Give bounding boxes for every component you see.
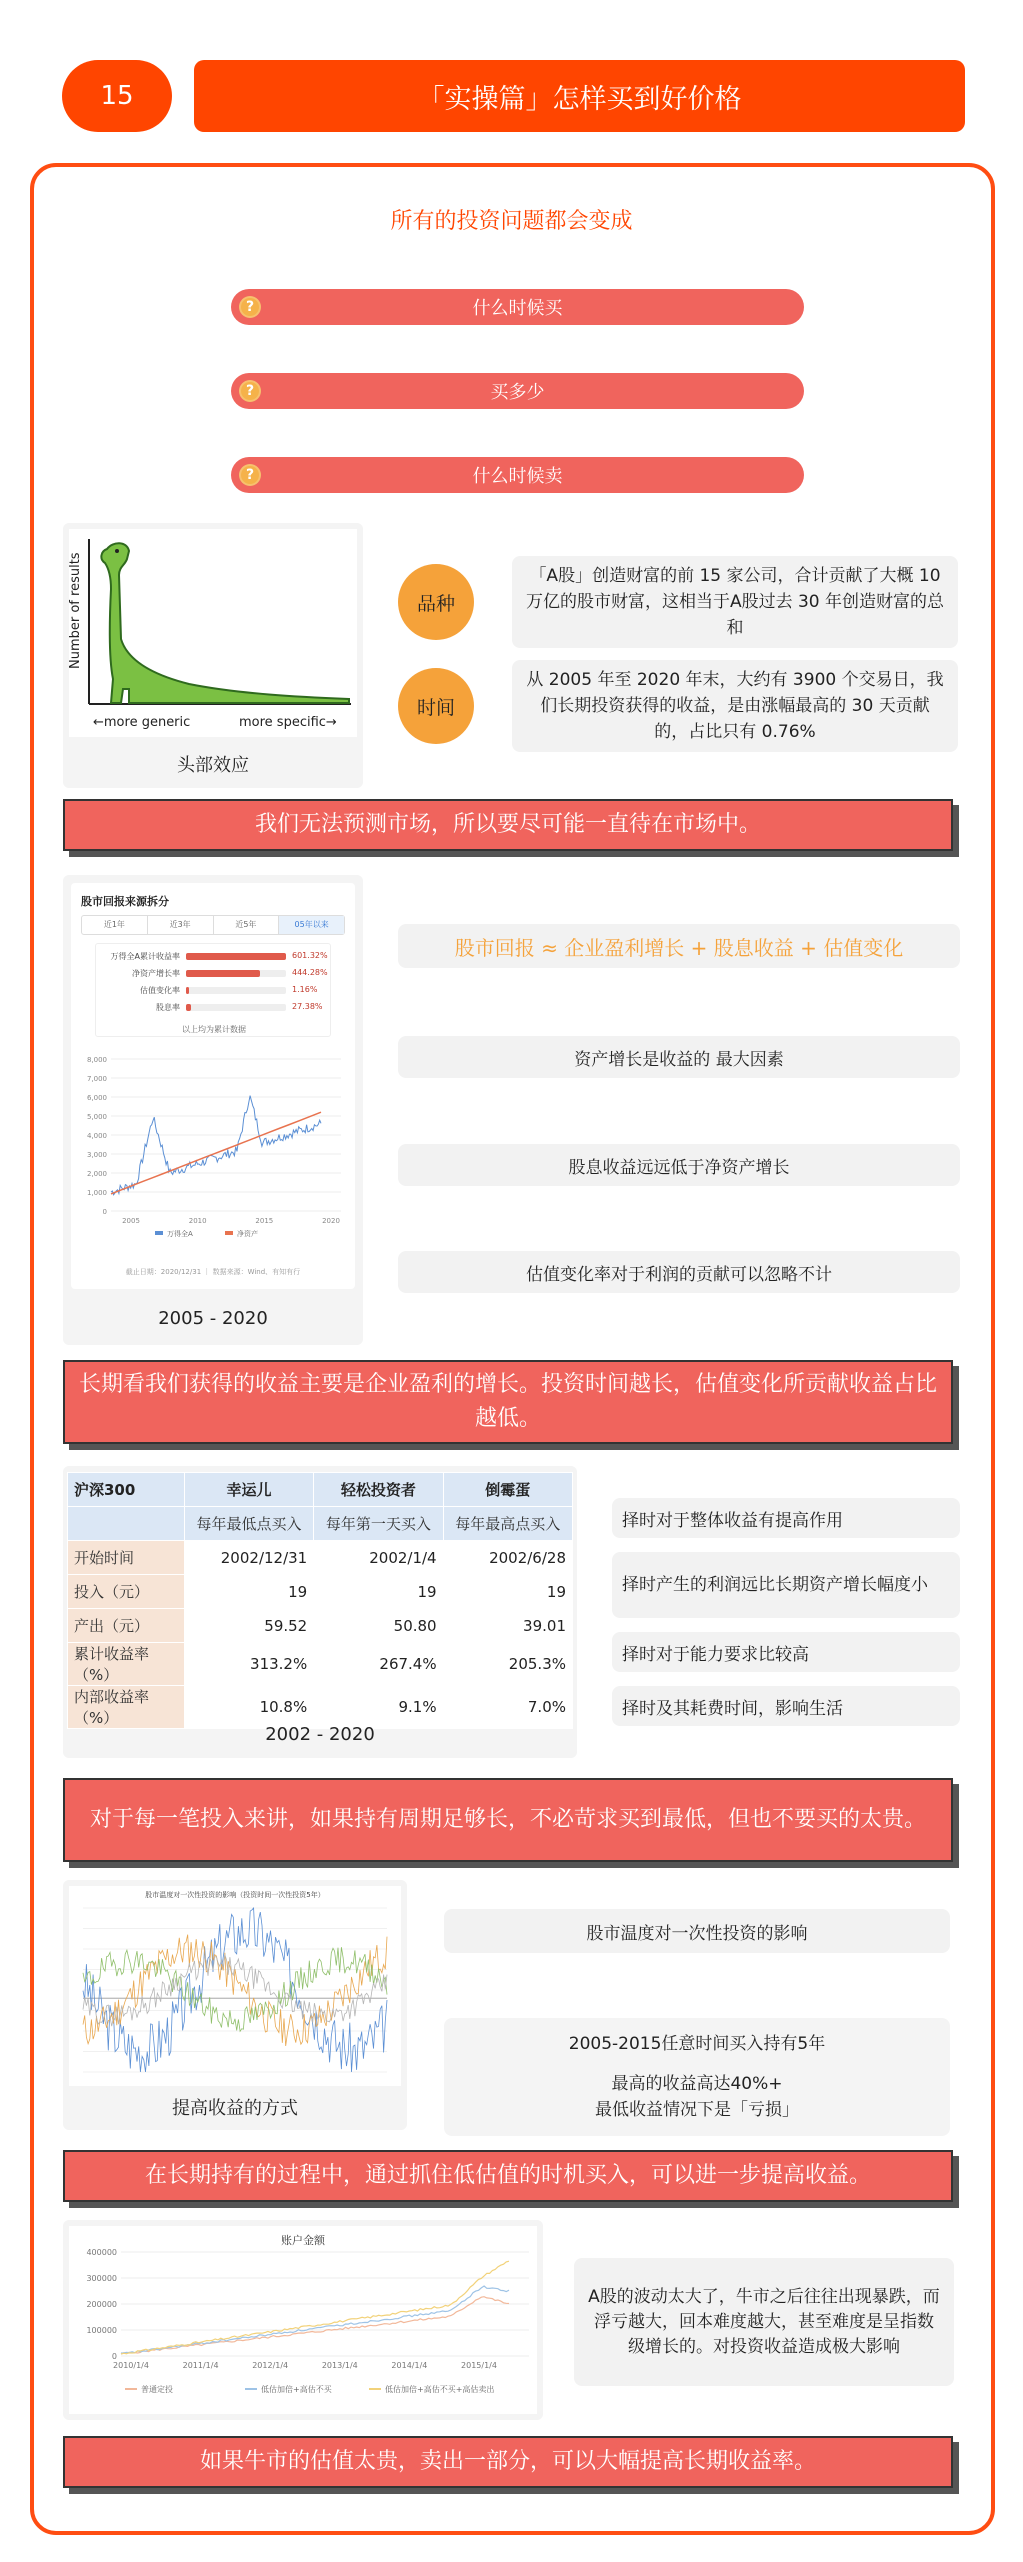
breakdown-bar-track: [186, 987, 286, 994]
breakdown-bar-value: 27.38%: [292, 1002, 323, 1011]
banner-not-too-expensive: 对于每一笔投入来讲，如果持有周期足够长，不必苛求买到最低，但也不要买的太贵。: [63, 1778, 953, 1862]
breakdown-bar-row: [96, 1001, 332, 1015]
banner-sell-when-expensive: 如果牛市的估值太贵，卖出一部分，可以大幅提高长期收益率。: [63, 2436, 953, 2488]
temperature-point-2-line1: 2005-2015任意时间买入持有5年: [568, 2034, 826, 2054]
table-cell: 39.01: [443, 1609, 572, 1643]
index-vs-networth-chart: [75, 1051, 351, 1247]
series-line-index: [111, 1096, 321, 1195]
y-tick-label: 8,000: [86, 1056, 107, 1064]
x-tick-label: 2014/1/4: [391, 2361, 428, 2370]
row-label: 产出（元）: [68, 1609, 185, 1643]
badge-variety: 品种: [398, 564, 474, 640]
table-cell: 10.8%: [184, 1686, 313, 1729]
y-tick-label: 5,000: [86, 1113, 107, 1121]
account-card: [63, 2220, 543, 2420]
legend-label: 低估加倍+高估不买+高估卖出: [385, 2385, 495, 2394]
x-tick-label: 2020: [322, 1217, 340, 1225]
table-row: [68, 1609, 573, 1643]
table-cell: 19: [184, 1575, 313, 1609]
question-pill-when-buy: [231, 289, 804, 325]
returns-split-card: [63, 875, 363, 1345]
subheader-unlucky: 每年最高点买入: [443, 1507, 572, 1541]
question-pill-when-sell: [231, 457, 804, 493]
timing-point-2: 择时产生的利润远比长期资产增长幅度小: [612, 1552, 960, 1618]
breakdown-bar-label: 净资产增长率: [132, 969, 180, 978]
table-row: [68, 1686, 573, 1729]
temperature-caption: 提高收益的方式: [172, 2098, 298, 2119]
temperature-chart-title: 股市温度对一次性投资的影响（投资时间一次性投资5年）: [145, 1891, 325, 1899]
banner-stay-in-market: 我们无法预测市场，所以要尽可能一直待在市场中。: [63, 799, 953, 851]
breakdown-bar-value: 1.16%: [292, 985, 318, 994]
breakdown-bar-track: [186, 1004, 286, 1011]
temperature-point-2: [444, 2018, 950, 2136]
series-line-double-low-sell-high: [121, 2261, 509, 2354]
legend-swatch-networth: [225, 1231, 233, 1235]
legend-label: 低估加倍+高估不买: [261, 2385, 332, 2394]
series-line-networth: [111, 1112, 321, 1194]
question-pill-how-much: [231, 373, 804, 409]
table-cell: 267.4%: [314, 1643, 443, 1686]
legend-label: 普通定投: [141, 2385, 173, 2394]
x-tick-label: 2015/1/4: [461, 2361, 497, 2370]
x-axis-left-label: ←more generic: [93, 715, 191, 730]
temperature-point-2-line3: 最低收益情况下是「亏损」: [595, 2100, 799, 2120]
returns-split-caption: 2005 - 2020: [158, 1308, 268, 1329]
table-cell: 50.80: [314, 1609, 443, 1643]
y-tick-label: 0: [111, 2352, 117, 2361]
breakdown-bar-track: [186, 970, 286, 977]
y-tick-label: 200000: [86, 2300, 117, 2309]
table-row: [68, 1575, 573, 1609]
subheader-empty: [68, 1507, 185, 1541]
y-tick-label: 3,000: [86, 1151, 107, 1159]
account-chart-panel: [69, 2226, 537, 2414]
table-cell: 9.1%: [314, 1686, 443, 1729]
long-tail-illustration: [69, 529, 357, 737]
y-tick-label: 4,000: [86, 1132, 107, 1140]
tab-1y[interactable]: 近1年: [82, 916, 148, 934]
row-label: 投入（元）: [68, 1575, 185, 1609]
point-dividend: 股息收益远远低于净资产增长: [398, 1144, 960, 1186]
x-tick-label: 2005: [122, 1217, 140, 1225]
account-note: A股的波动太大了，牛市之后往往出现暴跌，而浮亏越大，回本难度越大，甚至难度是呈指数级增长的。对投资收益造成极大影响: [574, 2258, 954, 2386]
panel-title: 股市回报来源拆分: [81, 895, 169, 908]
timing-card: [63, 1466, 577, 1758]
point-asset-growth: 资产增长是收益的 最大因素: [398, 1036, 960, 1078]
temperature-point-2-line2: 最高的收益高达40%+: [611, 2074, 783, 2094]
question-icon: ?: [239, 380, 261, 402]
table-corner: 沪深300: [68, 1473, 185, 1507]
breakdown-bar-value: 444.28%: [292, 968, 328, 977]
timing-point-3: 择时对于能力要求比较高: [612, 1632, 960, 1672]
table-cell: 19: [314, 1575, 443, 1609]
timing-point-4: 择时及其耗费时间，影响生活: [612, 1686, 960, 1726]
table-cell: 2002/12/31: [184, 1541, 313, 1575]
y-tick-label: 1,000: [86, 1189, 107, 1197]
account-chart-title: 账户金额: [281, 2234, 325, 2247]
y-tick-label: 7,000: [86, 1075, 107, 1083]
breakdown-bar-fill: [186, 987, 189, 994]
x-tick-label: 2015: [255, 1217, 274, 1225]
breakdown-bar-fill: [186, 953, 286, 960]
x-tick-label: 2012/1/4: [252, 2361, 289, 2370]
breakdown-bar-value: 601.32%: [292, 951, 328, 960]
series-line-double-low: [121, 2286, 509, 2353]
info-variety: 「A股」创造财富的前 15 家公司，合计贡献了大概 10 万亿的股市财富，这相当于A股过去 30 年创造财富的总和: [512, 556, 958, 648]
breakdown-bar-label: 万得全A累计收益率: [110, 952, 180, 961]
column-unlucky: 倒霉蛋: [443, 1473, 572, 1507]
intro-title: 所有的投资问题都会变成: [390, 209, 633, 234]
timing-caption: 2002 - 2020: [265, 1724, 375, 1745]
legend-label-networth: 净资产: [237, 1230, 258, 1238]
info-time: 从 2005 年至 2020 年末，大约有 3900 个交易日，我们长期投资获得的收益，是由涨幅最高的 30 天贡献的，占比只有 0.76%: [512, 660, 958, 752]
table-cell: 205.3%: [443, 1643, 572, 1686]
page-title: 「实操篇」怎样买到好价格: [194, 60, 965, 132]
breakdown-bar-row: [96, 967, 332, 981]
table-cell: 2002/6/28: [443, 1541, 572, 1575]
question-label: 什么时候买: [472, 298, 563, 319]
returns-formula: 股市回报 ≈ 企业盈利增长 + 股息收益 + 估值变化: [398, 924, 960, 968]
tab-since-2005[interactable]: 05年以来: [279, 916, 344, 934]
question-label: 买多少: [490, 382, 545, 403]
x-tick-label: 2011/1/4: [182, 2361, 219, 2370]
head-effect-card: [63, 523, 363, 788]
temperature-chart: [69, 1902, 401, 2086]
returns-split-panel: [71, 883, 355, 1289]
question-label: 什么时候卖: [472, 466, 563, 487]
tab-3y[interactable]: 近3年: [148, 916, 214, 934]
head-effect-caption: 头部效应: [177, 755, 249, 776]
column-lucky: 幸运儿: [184, 1473, 313, 1507]
x-tick-label: 2013/1/4: [321, 2361, 358, 2370]
table-cell: 7.0%: [443, 1686, 572, 1729]
table-row: [68, 1643, 573, 1686]
timing-table: [67, 1472, 573, 1729]
badge-time: 时间: [398, 668, 474, 744]
temperature-card: [63, 1880, 407, 2130]
column-easy: 轻松投资者: [314, 1473, 443, 1507]
y-axis-label: Number of results: [69, 552, 83, 669]
x-tick-label: 2010: [188, 1217, 207, 1225]
tab-5y[interactable]: 近5年: [214, 916, 280, 934]
x-tick-label: 2010/1/4: [113, 2361, 149, 2370]
timing-point-1: 择时对于整体收益有提高作用: [612, 1498, 960, 1538]
table-cell: 313.2%: [184, 1643, 313, 1686]
table-cell: 19: [443, 1575, 572, 1609]
banner-earnings-growth: 长期看我们获得的收益主要是企业盈利的增长。投资时间越长，估值变化所贡献收益占比越低。: [63, 1360, 953, 1444]
account-chart: [69, 2246, 537, 2414]
breakdown-bar-label: 估值变化率: [140, 986, 180, 995]
row-label: 累计收益率（%）: [68, 1643, 185, 1686]
x-axis-right-label: more specific→: [239, 715, 337, 730]
y-tick-label: 6,000: [86, 1094, 107, 1102]
question-icon: ?: [239, 464, 261, 486]
y-tick-label: 2,000: [86, 1170, 107, 1178]
banner-buy-undervalued: 在长期持有的过程中，通过抓住低估值的时机买入，可以进一步提高收益。: [63, 2150, 953, 2202]
cumulative-note: 以上均为累计数据: [182, 1025, 246, 1034]
breakdown-bar-row: [96, 984, 332, 998]
bar-breakdown: [95, 943, 331, 1037]
data-source: 截止日期：2020/12/31 ｜ 数据来源：Wind、有知有行: [125, 1268, 301, 1276]
table-row: [68, 1541, 573, 1575]
breakdown-bar-fill: [186, 970, 260, 977]
y-tick-label: 100000: [86, 2326, 117, 2335]
row-label: 内部收益率（%）: [68, 1686, 185, 1729]
table-cell: 2002/1/4: [314, 1541, 443, 1575]
period-tabs: [81, 915, 345, 935]
y-tick-label: 300000: [86, 2274, 117, 2283]
legend-label-index: 万得全A: [167, 1230, 193, 1238]
breakdown-bar-fill: [186, 1004, 191, 1011]
breakdown-bar-label: 股息率: [156, 1003, 180, 1012]
point-valuation: 估值变化率对于利润的贡献可以忽略不计: [398, 1251, 960, 1293]
y-tick-label: 0: [102, 1208, 107, 1216]
section-number: 15: [62, 60, 172, 132]
series-line-green: [83, 1947, 387, 2031]
breakdown-bar-row: [96, 950, 332, 964]
temperature-chart-panel: [69, 1886, 401, 2086]
legend-swatch-index: [155, 1231, 163, 1235]
table-cell: 59.52: [184, 1609, 313, 1643]
temperature-point-1: 股市温度对一次性投资的影响: [444, 1909, 950, 1953]
breakdown-bar-track: [186, 953, 286, 960]
y-tick-label: 400000: [86, 2248, 117, 2257]
subheader-easy: 每年第一天买入: [314, 1507, 443, 1541]
row-label: 开始时间: [68, 1541, 185, 1575]
question-icon: ?: [239, 296, 261, 318]
subheader-lucky: 每年最低点买入: [184, 1507, 313, 1541]
